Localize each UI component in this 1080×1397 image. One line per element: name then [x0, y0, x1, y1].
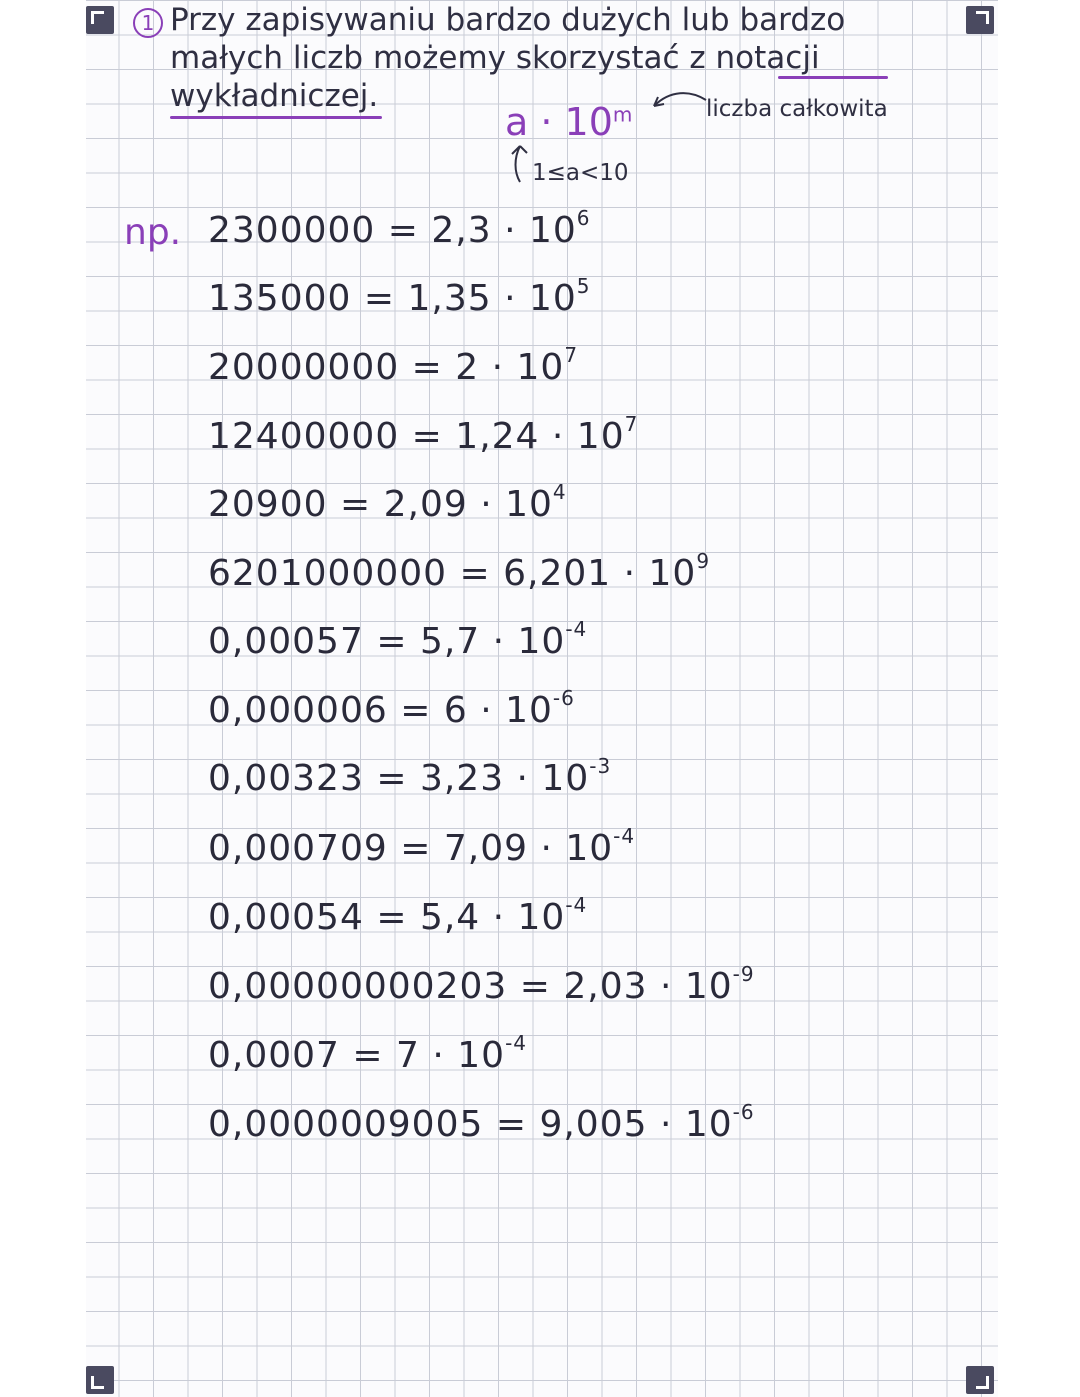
example-base: 2,09 · 10: [383, 484, 553, 525]
example-row: [208, 412, 639, 457]
example-number: 0,0007: [208, 1035, 340, 1076]
formula-base: a · 10: [505, 100, 613, 144]
equals-sign: =: [399, 416, 456, 457]
equals-sign: =: [351, 278, 408, 319]
example-exponent: -6: [552, 686, 575, 710]
example-prefix: np.: [124, 212, 182, 253]
example-number: 0,00000000203: [208, 966, 508, 1007]
example-base: 7 · 10: [396, 1035, 506, 1076]
example-row: [208, 206, 591, 251]
equals-sign: =: [399, 347, 456, 388]
example-exponent: 5: [576, 274, 591, 298]
intro-line-1: Przy zapisywaniu bardzo dużych lub bardzo: [170, 2, 846, 38]
example-exponent: -4: [613, 824, 636, 848]
example-exponent: -4: [565, 617, 588, 641]
corner-mark-bottom-right-icon: [966, 1366, 994, 1394]
example-exponent: -6: [732, 1100, 755, 1124]
example-row: [208, 274, 591, 319]
right-margin: [998, 0, 1080, 1397]
example-exponent: 7: [624, 412, 639, 436]
corner-mark-top-left-icon: [86, 6, 114, 34]
example-number: 135000: [208, 278, 352, 319]
example-number: 0,00054: [208, 897, 364, 938]
intro-line-3: wykładniczej.: [170, 78, 379, 114]
underline-notacji: [778, 76, 888, 79]
example-base: 5,7 · 10: [419, 621, 566, 662]
underline-wykladniczej: [170, 116, 382, 119]
example-number: 0,00323: [208, 758, 364, 799]
example-exponent: -3: [589, 754, 612, 778]
example-number: 2300000: [208, 210, 376, 251]
equals-sign: =: [363, 758, 420, 799]
equals-sign: =: [363, 897, 420, 938]
example-base: 5,4 · 10: [419, 897, 566, 938]
example-row: [208, 1100, 755, 1145]
example-base: 7,09 · 10: [443, 828, 614, 869]
example-base: 2,3 · 10: [431, 210, 577, 251]
example-number: 0,000709: [208, 828, 388, 869]
equals-sign: =: [387, 690, 444, 731]
equals-sign: =: [387, 828, 444, 869]
example-exponent: -9: [732, 962, 755, 986]
example-number: 20000000: [208, 347, 400, 388]
example-base: 2 · 10: [455, 347, 565, 388]
example-base: 2,03 · 10: [563, 966, 733, 1007]
example-number: 0,0000009005: [208, 1104, 484, 1145]
equals-sign: =: [327, 484, 384, 525]
equals-sign: =: [447, 553, 504, 594]
example-row: [208, 824, 636, 869]
equals-sign: =: [375, 210, 432, 251]
corner-mark-bottom-left-icon: [86, 1366, 114, 1394]
corner-mark-top-right-icon: [966, 6, 994, 34]
example-row: [208, 549, 711, 594]
equals-sign: =: [507, 966, 564, 1007]
example-base: 1,35 · 10: [407, 278, 577, 319]
example-number: 6201000000: [208, 553, 448, 594]
example-row: [208, 686, 575, 731]
equals-sign: =: [363, 621, 420, 662]
condition-note: 1≤a<10: [532, 160, 629, 186]
equals-sign: =: [483, 1104, 540, 1145]
note-number-badge: 1: [133, 8, 163, 38]
example-base: 6,201 · 10: [503, 553, 697, 594]
condition-arrow-icon: [508, 142, 532, 186]
example-exponent: 7: [564, 343, 579, 367]
left-margin: [0, 0, 86, 1397]
example-number: 0,000006: [208, 690, 388, 731]
example-row: [208, 480, 567, 525]
formula-exponent: m: [612, 102, 633, 127]
example-number: 0,00057: [208, 621, 364, 662]
exponent-arrow-icon: [650, 88, 710, 112]
example-row: [208, 343, 579, 388]
example-row: [208, 893, 588, 938]
example-base: 6 · 10: [443, 690, 553, 731]
example-exponent: -4: [565, 893, 588, 917]
example-row: [208, 754, 612, 799]
example-base: 9,005 · 10: [539, 1104, 733, 1145]
example-row: [208, 617, 588, 662]
example-exponent: 4: [552, 480, 567, 504]
intro-line-2: małych liczb możemy skorzystać z notacji: [170, 40, 820, 76]
example-number: 20900: [208, 484, 328, 525]
exponent-note: liczba całkowita: [706, 96, 888, 122]
example-exponent: -4: [505, 1031, 528, 1055]
scientific-notation-formula: [505, 100, 632, 144]
example-row: [208, 1031, 528, 1076]
example-exponent: 9: [696, 549, 711, 573]
equals-sign: =: [339, 1035, 397, 1076]
example-number: 12400000: [208, 416, 400, 457]
example-exponent: 6: [576, 206, 591, 230]
example-row: [208, 962, 755, 1007]
example-base: 1,24 · 10: [455, 416, 625, 457]
example-base: 3,23 · 10: [419, 758, 590, 799]
